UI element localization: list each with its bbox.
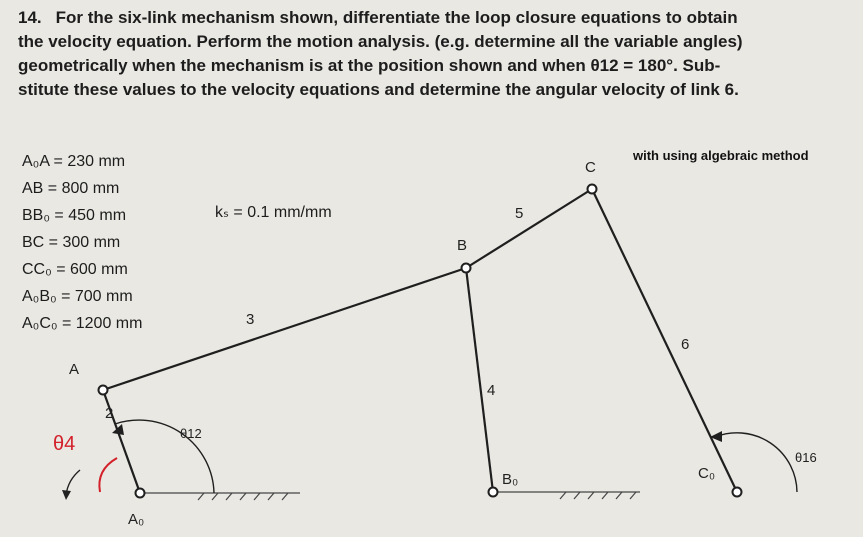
label-b: B	[457, 237, 468, 254]
label-a0: A₀	[128, 511, 145, 528]
problem-number: 14.	[18, 8, 42, 27]
label-a: A	[69, 361, 80, 378]
joint-c0	[733, 488, 742, 497]
problem-line-2: the velocity equation. Perform the motion analysis. (e.g. determine all the variable angles)	[18, 32, 743, 51]
label-b0: B₀	[502, 471, 519, 488]
given-a0c0: A₀C₀ = 1200 mm	[22, 315, 143, 332]
link-5	[466, 189, 592, 268]
given-bb0: BB₀ = 450 mm	[22, 207, 127, 224]
joint-b0	[489, 488, 498, 497]
given-ab: AB = 800 mm	[22, 180, 120, 197]
joint-c	[588, 185, 597, 194]
label-link-4: 4	[487, 382, 496, 399]
ground-hatching	[140, 492, 640, 500]
problem-line-1-text: For the six-link mechanism shown, differentiate the loop closure equations to obtain	[55, 8, 738, 27]
theta12-arrowhead	[112, 424, 124, 435]
given-a0a: A₀A = 230 mm	[22, 153, 126, 170]
handwritten-theta4-arc	[99, 458, 117, 492]
label-link-6: 6	[681, 336, 690, 353]
link-6	[592, 189, 737, 492]
label-link-2: 2	[105, 405, 114, 422]
joint-a	[99, 386, 108, 395]
handwritten-theta4: θ4	[53, 433, 76, 455]
label-theta12: θ12	[180, 426, 202, 441]
handwritten-note: with using algebraic method	[633, 148, 809, 163]
label-link-3: 3	[246, 311, 255, 328]
link-3	[103, 268, 466, 390]
joint-a0	[136, 489, 145, 498]
label-theta16: θ16	[795, 450, 817, 465]
link-4	[466, 268, 496, 492]
rotation-arrowhead-icon	[62, 490, 71, 500]
label-c0: C₀	[698, 465, 716, 482]
problem-line-3: geometrically when the mechanism is at the position shown and when θ12 = 180°. Sub-	[18, 56, 721, 75]
given-bc: BC = 300 mm	[22, 234, 121, 251]
label-c: C	[585, 159, 596, 176]
scale-factor: kₛ = 0.1 mm/mm	[215, 204, 332, 221]
given-a0b0: A₀B₀ = 700 mm	[22, 288, 133, 305]
problem-line-4: stitute these values to the velocity equations and determine the angular velocity of link 6.	[18, 80, 739, 99]
theta16-arc	[715, 433, 797, 492]
given-cc0: CC₀ = 600 mm	[22, 261, 128, 278]
joint-b	[462, 264, 471, 273]
label-link-5: 5	[515, 205, 524, 222]
